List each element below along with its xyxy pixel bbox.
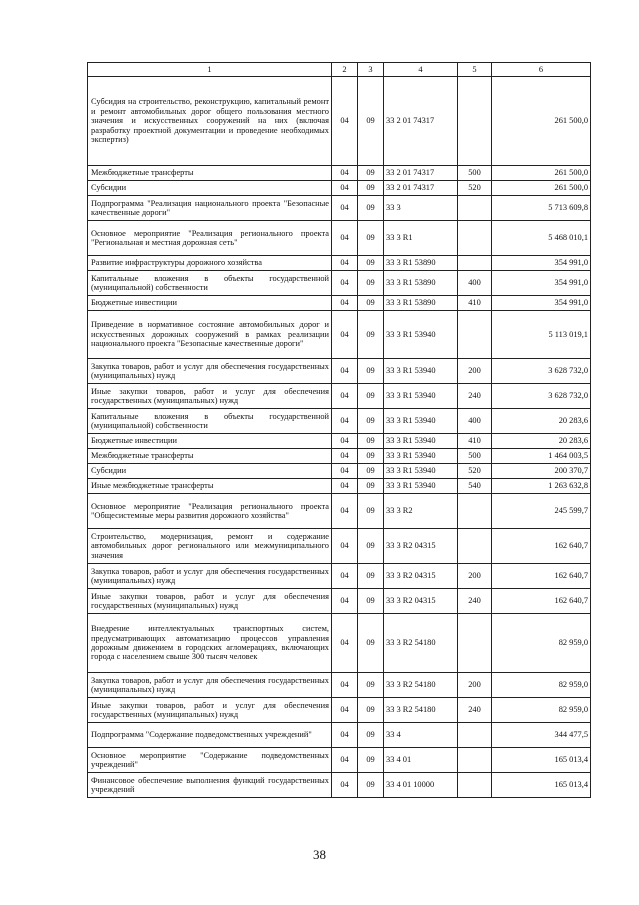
row-expense-type-cell: 410: [458, 296, 492, 311]
row-expense-type-cell: [458, 196, 492, 221]
row-amount-cell: 5 468 010,1: [492, 221, 591, 256]
table-body: [88, 63, 591, 798]
row-target-article-cell: 33 3 R2 54180: [384, 673, 458, 698]
row-subsection-cell: 09: [358, 166, 384, 181]
row-expense-type-cell: 410: [458, 434, 492, 449]
row-amount-cell: 82 959,0: [492, 673, 591, 698]
row-amount-cell: 20 283,6: [492, 409, 591, 434]
row-name-cell: Развитие инфраструктуры дорожного хозяйства: [88, 256, 332, 271]
row-target-article-cell: 33 3 R1 53940: [384, 464, 458, 479]
table-row: [88, 589, 591, 614]
row-section-cell: 04: [332, 271, 358, 296]
row-expense-type-cell: [458, 494, 492, 529]
row-section-cell: 04: [332, 564, 358, 589]
header-cell-2: 2: [332, 63, 358, 77]
row-subsection-cell: 09: [358, 673, 384, 698]
row-target-article-cell: 33 2 01 74317: [384, 181, 458, 196]
row-subsection-cell: 09: [358, 181, 384, 196]
row-amount-cell: 344 477,5: [492, 723, 591, 748]
row-name-cell: Внедрение интеллектуальных транспортных систем, предусматривающих автоматизацию процессов управления дорожным движением в городских агломерациях, включающих города с населением свыше 300 тысяч человек: [88, 614, 332, 673]
table-row: [88, 359, 591, 384]
row-name-cell: Субсидии: [88, 464, 332, 479]
row-target-article-cell: 33 3 R2: [384, 494, 458, 529]
row-name-cell: Финансовое обеспечение выполнения функций государственных учреждений: [88, 773, 332, 798]
row-name-cell: Строительство, модернизация, ремонт и содержание автомобильных дорог регионального или межмуниципального значения: [88, 529, 332, 564]
row-expense-type-cell: 500: [458, 449, 492, 464]
row-name-cell: Межбюджетные трансферты: [88, 449, 332, 464]
row-amount-cell: 165 013,4: [492, 748, 591, 773]
row-subsection-cell: 09: [358, 359, 384, 384]
row-name-cell: Иные закупки товаров, работ и услуг для обеспечения государственных (муниципальных) нужд: [88, 589, 332, 614]
row-target-article-cell: 33 3 R1 53940: [384, 311, 458, 359]
row-target-article-cell: 33 4 01: [384, 748, 458, 773]
row-section-cell: 04: [332, 296, 358, 311]
row-subsection-cell: 09: [358, 296, 384, 311]
row-amount-cell: 200 370,7: [492, 464, 591, 479]
row-target-article-cell: 33 3 R1 53940: [384, 449, 458, 464]
row-section-cell: 04: [332, 494, 358, 529]
row-target-article-cell: 33 3 R1 53940: [384, 409, 458, 434]
row-amount-cell: 5 713 609,8: [492, 196, 591, 221]
row-target-article-cell: 33 3 R1 53890: [384, 271, 458, 296]
row-expense-type-cell: 500: [458, 166, 492, 181]
table-row: [88, 196, 591, 221]
row-section-cell: 04: [332, 589, 358, 614]
row-name-cell: Субсидии: [88, 181, 332, 196]
table-row: [88, 181, 591, 196]
row-amount-cell: 354 991,0: [492, 271, 591, 296]
row-section-cell: 04: [332, 221, 358, 256]
row-amount-cell: 165 013,4: [492, 773, 591, 798]
row-expense-type-cell: [458, 773, 492, 798]
row-target-article-cell: 33 3 R2 54180: [384, 698, 458, 723]
row-subsection-cell: 09: [358, 698, 384, 723]
row-name-cell: Подпрограмма "Реализация национального проекта "Безопасные качественные дороги": [88, 196, 332, 221]
table-row: [88, 614, 591, 673]
row-amount-cell: 162 640,7: [492, 529, 591, 564]
row-section-cell: 04: [332, 77, 358, 166]
row-target-article-cell: 33 3: [384, 196, 458, 221]
row-amount-cell: 82 959,0: [492, 698, 591, 723]
row-name-cell: Капитальные вложения в объекты государственной (муниципальной) собственности: [88, 409, 332, 434]
header-cell-5: 5: [458, 63, 492, 77]
row-expense-type-cell: [458, 311, 492, 359]
row-subsection-cell: 09: [358, 311, 384, 359]
row-expense-type-cell: 200: [458, 673, 492, 698]
row-name-cell: Закупка товаров, работ и услуг для обеспечения государственных (муниципальных) нужд: [88, 673, 332, 698]
budget-table: [87, 62, 591, 798]
table-row: [88, 311, 591, 359]
header-cell-1: 1: [88, 63, 332, 77]
table-row: [88, 479, 591, 494]
row-expense-type-cell: 240: [458, 589, 492, 614]
row-amount-cell: 354 991,0: [492, 256, 591, 271]
header-row: [88, 63, 591, 77]
header-cell-4: 4: [384, 63, 458, 77]
row-amount-cell: 82 959,0: [492, 614, 591, 673]
table-row: [88, 773, 591, 798]
row-target-article-cell: 33 4: [384, 723, 458, 748]
row-section-cell: 04: [332, 384, 358, 409]
row-subsection-cell: 09: [358, 434, 384, 449]
page-number: 38: [313, 847, 326, 862]
row-subsection-cell: 09: [358, 614, 384, 673]
row-expense-type-cell: [458, 256, 492, 271]
table-row: [88, 494, 591, 529]
row-expense-type-cell: [458, 529, 492, 564]
row-name-cell: Основное мероприятие "Реализация регионального проекта "Региональная и местная дорожная сеть": [88, 221, 332, 256]
table-row: [88, 77, 591, 166]
row-section-cell: 04: [332, 748, 358, 773]
row-subsection-cell: 09: [358, 529, 384, 564]
table-row: [88, 748, 591, 773]
row-section-cell: 04: [332, 359, 358, 384]
row-section-cell: 04: [332, 529, 358, 564]
row-amount-cell: 3 628 732,0: [492, 384, 591, 409]
row-amount-cell: 5 113 019,1: [492, 311, 591, 359]
table-row: [88, 296, 591, 311]
row-section-cell: 04: [332, 773, 358, 798]
row-name-cell: Иные закупки товаров, работ и услуг для обеспечения государственных (муниципальных) нужд: [88, 384, 332, 409]
row-section-cell: 04: [332, 196, 358, 221]
row-target-article-cell: 33 3 R2 04315: [384, 529, 458, 564]
header-cell-3: 3: [358, 63, 384, 77]
row-subsection-cell: 09: [358, 77, 384, 166]
row-section-cell: 04: [332, 614, 358, 673]
row-amount-cell: 162 640,7: [492, 564, 591, 589]
row-target-article-cell: 33 3 R1: [384, 221, 458, 256]
row-expense-type-cell: 540: [458, 479, 492, 494]
row-subsection-cell: 09: [358, 748, 384, 773]
row-section-cell: 04: [332, 449, 358, 464]
row-section-cell: 04: [332, 723, 358, 748]
row-expense-type-cell: [458, 748, 492, 773]
row-amount-cell: 1 464 003,5: [492, 449, 591, 464]
row-target-article-cell: 33 3 R2 54180: [384, 614, 458, 673]
row-subsection-cell: 09: [358, 464, 384, 479]
row-expense-type-cell: 400: [458, 271, 492, 296]
row-amount-cell: 261 500,0: [492, 77, 591, 166]
row-expense-type-cell: [458, 221, 492, 256]
row-target-article-cell: 33 2 01 74317: [384, 166, 458, 181]
row-section-cell: 04: [332, 673, 358, 698]
row-subsection-cell: 09: [358, 589, 384, 614]
row-section-cell: 04: [332, 409, 358, 434]
row-subsection-cell: 09: [358, 221, 384, 256]
row-expense-type-cell: [458, 614, 492, 673]
row-amount-cell: 261 500,0: [492, 166, 591, 181]
row-subsection-cell: 09: [358, 409, 384, 434]
table-row: [88, 698, 591, 723]
row-name-cell: Иные межбюджетные трансферты: [88, 479, 332, 494]
row-target-article-cell: 33 2 01 74317: [384, 77, 458, 166]
row-section-cell: 04: [332, 464, 358, 479]
row-amount-cell: 20 283,6: [492, 434, 591, 449]
row-subsection-cell: 09: [358, 564, 384, 589]
table-row: [88, 449, 591, 464]
row-name-cell: Бюджетные инвестиции: [88, 434, 332, 449]
row-name-cell: Основное мероприятие "Содержание подведомственных учреждений": [88, 748, 332, 773]
row-subsection-cell: 09: [358, 773, 384, 798]
row-subsection-cell: 09: [358, 479, 384, 494]
row-name-cell: Приведение в нормативное состояние автомобильных дорог и искусственных дорожных сооружений в рамках реализации национального проекта "Безопасные качественные дороги": [88, 311, 332, 359]
row-section-cell: 04: [332, 698, 358, 723]
row-target-article-cell: 33 3 R1 53890: [384, 256, 458, 271]
row-amount-cell: 354 991,0: [492, 296, 591, 311]
row-section-cell: 04: [332, 434, 358, 449]
row-amount-cell: 261 500,0: [492, 181, 591, 196]
row-target-article-cell: 33 3 R1 53890: [384, 296, 458, 311]
header-cell-6: 6: [492, 63, 591, 77]
table-row: [88, 256, 591, 271]
table-row: [88, 384, 591, 409]
row-section-cell: 04: [332, 479, 358, 494]
row-amount-cell: 1 263 632,8: [492, 479, 591, 494]
table-row: [88, 673, 591, 698]
row-target-article-cell: 33 3 R1 53940: [384, 434, 458, 449]
row-name-cell: Капитальные вложения в объекты государственной (муниципальной) собственности: [88, 271, 332, 296]
row-expense-type-cell: [458, 723, 492, 748]
row-section-cell: 04: [332, 166, 358, 181]
row-amount-cell: 162 640,7: [492, 589, 591, 614]
row-expense-type-cell: 200: [458, 359, 492, 384]
row-expense-type-cell: 520: [458, 181, 492, 196]
row-name-cell: Закупка товаров, работ и услуг для обеспечения государственных (муниципальных) нужд: [88, 359, 332, 384]
row-expense-type-cell: 200: [458, 564, 492, 589]
row-target-article-cell: 33 3 R1 53940: [384, 384, 458, 409]
table-row: [88, 434, 591, 449]
row-subsection-cell: 09: [358, 449, 384, 464]
row-target-article-cell: 33 4 01 10000: [384, 773, 458, 798]
row-target-article-cell: 33 3 R1 53940: [384, 359, 458, 384]
table-row: [88, 409, 591, 434]
row-target-article-cell: 33 3 R1 53940: [384, 479, 458, 494]
table-row: [88, 166, 591, 181]
row-subsection-cell: 09: [358, 271, 384, 296]
row-name-cell: Иные закупки товаров, работ и услуг для обеспечения государственных (муниципальных) нужд: [88, 698, 332, 723]
row-name-cell: Межбюджетные трансферты: [88, 166, 332, 181]
row-subsection-cell: 09: [358, 723, 384, 748]
row-name-cell: Основное мероприятие "Реализация регионального проекта "Общесистемные меры развития дорожного хозяйства": [88, 494, 332, 529]
row-expense-type-cell: 240: [458, 384, 492, 409]
row-expense-type-cell: [458, 77, 492, 166]
row-subsection-cell: 09: [358, 384, 384, 409]
table-row: [88, 271, 591, 296]
row-expense-type-cell: 400: [458, 409, 492, 434]
row-target-article-cell: 33 3 R2 04315: [384, 564, 458, 589]
row-subsection-cell: 09: [358, 196, 384, 221]
row-amount-cell: 245 599,7: [492, 494, 591, 529]
row-name-cell: Подпрограмма "Содержание подведомственных учреждений": [88, 723, 332, 748]
row-name-cell: Субсидия на строительство, реконструкцию, капитальный ремонт и ремонт автомобильных дорог общего пользования местного значения и искусственных сооружений на них (включая разработку проектной документации и проведение необходимых экспертиз): [88, 77, 332, 166]
row-subsection-cell: 09: [358, 256, 384, 271]
table-row: [88, 221, 591, 256]
row-expense-type-cell: 240: [458, 698, 492, 723]
table-row: [88, 564, 591, 589]
row-section-cell: 04: [332, 256, 358, 271]
row-amount-cell: 3 628 732,0: [492, 359, 591, 384]
row-name-cell: Закупка товаров, работ и услуг для обеспечения государственных (муниципальных) нужд: [88, 564, 332, 589]
row-target-article-cell: 33 3 R2 04315: [384, 589, 458, 614]
row-section-cell: 04: [332, 181, 358, 196]
row-subsection-cell: 09: [358, 494, 384, 529]
row-expense-type-cell: 520: [458, 464, 492, 479]
row-section-cell: 04: [332, 311, 358, 359]
row-name-cell: Бюджетные инвестиции: [88, 296, 332, 311]
table-row: [88, 464, 591, 479]
table-row: [88, 723, 591, 748]
table-row: [88, 529, 591, 564]
